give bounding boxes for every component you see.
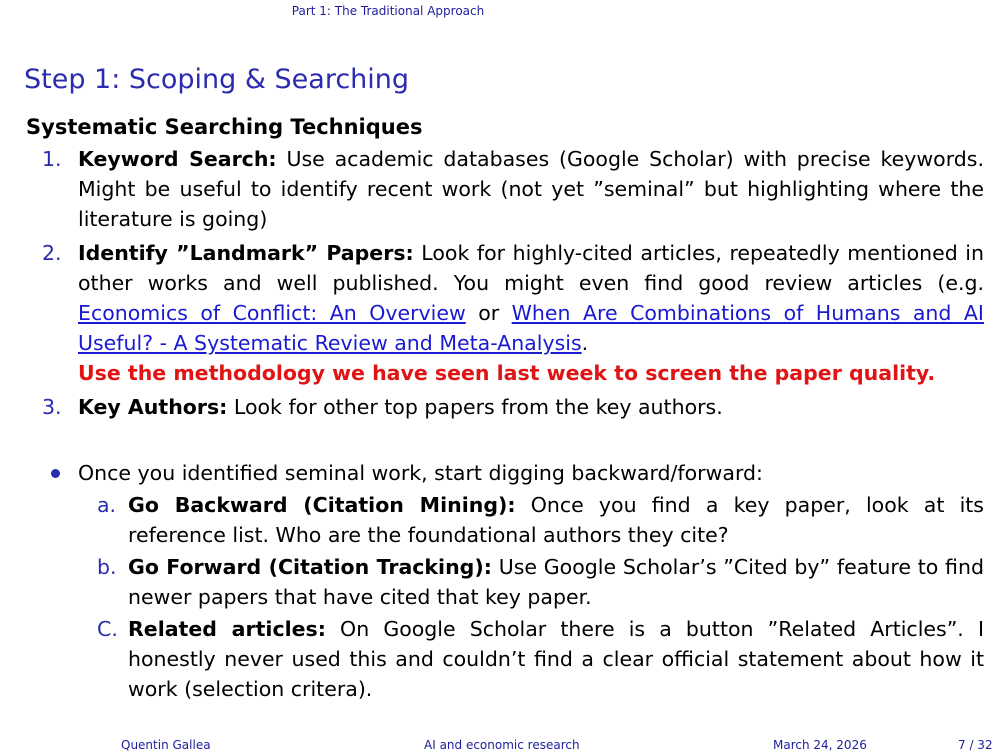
footer-author: Quentin Gallea <box>121 738 211 752</box>
technique-list <box>26 144 984 422</box>
list-item <box>26 144 984 234</box>
sub-list-item <box>78 614 984 704</box>
sub-item-text: Use Google Scholar’s ”Cited by” feature to find newer papers that have cited that key paper. <box>128 555 984 609</box>
page-number: 7 / 32 <box>958 738 993 752</box>
sub-item-letter: C. <box>97 617 118 641</box>
section-header: Part 1: The Traditional Approach <box>291 4 485 18</box>
item-text: . <box>581 331 589 355</box>
sub-item-label: Go Forward (Citation Tracking): <box>128 555 492 579</box>
block-title: Systematic Searching Techniques <box>26 115 423 139</box>
bullet-icon <box>51 469 60 478</box>
footer-course: AI and economic research <box>424 738 580 752</box>
sub-item-text: Once you find a key paper, look at its reference list. Who are the foundational authors they cite? <box>128 493 984 547</box>
item-text: Use academic databases (Google Scholar) with precise keywords. Might be useful to identify recent work (not yet ”seminal” but highlighting where the literature is going) <box>78 147 984 231</box>
slide-title: Step 1: Scoping & Searching <box>24 64 410 96</box>
humans-ai-review-link[interactable]: When Are Combinations of Humans and AI Useful? - A Systematic Review and Meta-Analysis <box>78 301 984 355</box>
bullet-item <box>26 458 984 704</box>
item-label: Key Authors: <box>78 395 228 419</box>
item-label: Keyword Search: <box>78 147 277 171</box>
item-text: Look for other top papers from the key authors. <box>227 395 723 419</box>
sub-list-item <box>78 490 984 550</box>
list-item <box>26 238 984 388</box>
slide-content <box>26 112 984 706</box>
item-number: 3. <box>42 395 62 419</box>
list-item <box>26 392 984 422</box>
footer-date: March 24, 2026 <box>773 738 867 752</box>
sub-item-letter: a. <box>97 493 117 517</box>
sub-item-label: Go Backward (Citation Mining): <box>128 493 516 517</box>
item-text: or <box>465 301 512 325</box>
item-number: 1. <box>42 147 62 171</box>
slide-footer <box>0 738 1008 754</box>
methodology-note: Use the methodology we have seen last week to screen the paper quality. <box>78 361 936 385</box>
item-label: Identify ”Landmark” Papers: <box>78 241 414 265</box>
economics-of-conflict-link[interactable]: Economics of Conflict: An Overview <box>78 301 466 325</box>
item-number: 2. <box>42 241 62 265</box>
item-text: Look for highly-cited articles, repeatedly mentioned in other works and well published. You might even find good review articles (e.g. <box>78 241 984 295</box>
sub-item-text: On Google Scholar there is a button ”Related Articles”. I honestly never used this and couldn’t find a clear official statement about how it work (selection critera). <box>128 617 984 701</box>
sub-item-letter: b. <box>97 555 117 579</box>
sub-item-label: Related articles: <box>128 617 326 641</box>
bullet-text: Once you identified seminal work, start digging backward/forward: <box>78 461 763 485</box>
sub-list-item <box>78 552 984 612</box>
sub-list <box>78 490 984 704</box>
